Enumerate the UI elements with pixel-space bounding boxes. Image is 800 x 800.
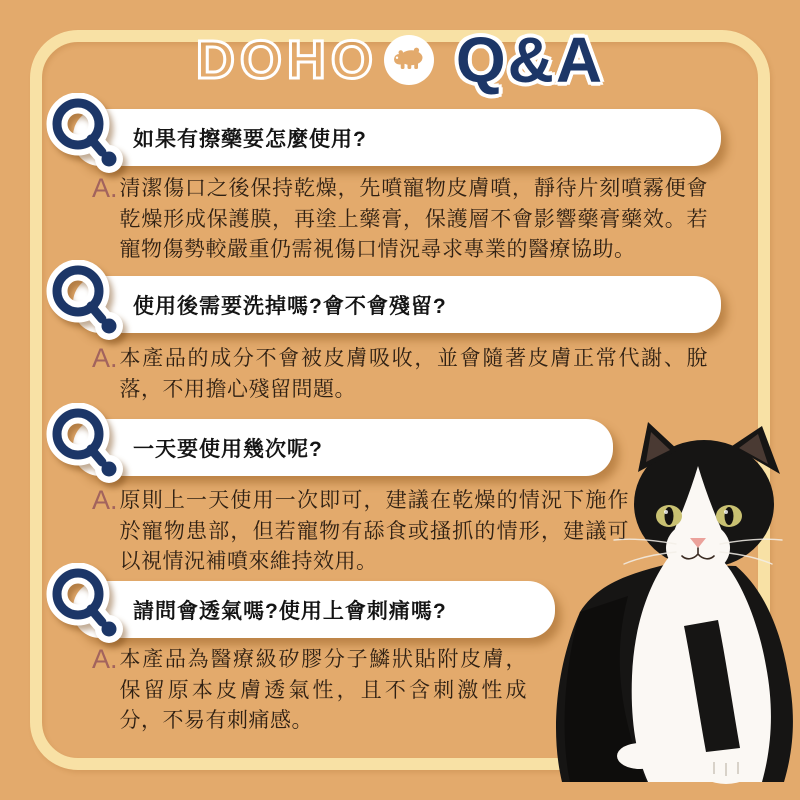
header xyxy=(0,24,800,96)
answer-marker: A. xyxy=(92,485,118,515)
answer-text: 原則上一天使用一次即可，建議在乾燥的情況下施作於寵物患部，但若寵物有舔食或搔抓的情形，建議可以視情況補噴來維持效用。 xyxy=(119,489,629,573)
question-bubble xyxy=(73,276,721,333)
answer-block xyxy=(92,645,527,737)
answer-marker: A. xyxy=(92,644,118,674)
brand-logo-text: DOHO xyxy=(195,30,378,90)
answer-text: 本產品的成分不會被皮膚吸收，並會隨著皮膚正常代謝、脫落，不用擔心殘留問題。 xyxy=(119,347,708,401)
question-text: 如果有擦藥要怎麼使用? xyxy=(133,127,367,151)
answer-block xyxy=(92,486,629,578)
question-text: 使用後需要洗掉嗎?會不會殘留? xyxy=(133,294,447,318)
magnifier-q-icon xyxy=(42,93,134,177)
answer-marker: A. xyxy=(92,343,118,373)
hippo-icon xyxy=(384,35,434,85)
answer-block xyxy=(92,344,708,405)
answer-marker: A. xyxy=(92,173,118,203)
question-text: 請問會透氣嗎?使用上會刺痛嗎? xyxy=(133,599,447,623)
magnifier-q-icon xyxy=(42,403,134,487)
question-bubble xyxy=(73,109,721,166)
magnifier-q-icon xyxy=(42,563,134,647)
page-title: Q&A xyxy=(455,24,605,96)
question-text: 一天要使用幾次呢? xyxy=(133,437,323,461)
magnifier-q-icon xyxy=(42,260,134,344)
answer-text: 清潔傷口之後保持乾燥，先噴寵物皮膚噴，靜待片刻噴霧便會乾燥形成保護膜，再塗上藥膏，保護層不會影響藥膏藥效。若寵物傷勢較嚴重仍需視傷口情況尋求專業的醫療協助。 xyxy=(119,177,708,261)
answer-block xyxy=(92,174,708,266)
answer-text: 本產品為醫療級矽膠分子鱗狀貼附皮膚，保留原本皮膚透氣性，且不含刺激性成分，不易有刺痛感。 xyxy=(119,648,527,732)
question-bubble xyxy=(73,581,555,638)
question-bubble xyxy=(73,419,613,476)
